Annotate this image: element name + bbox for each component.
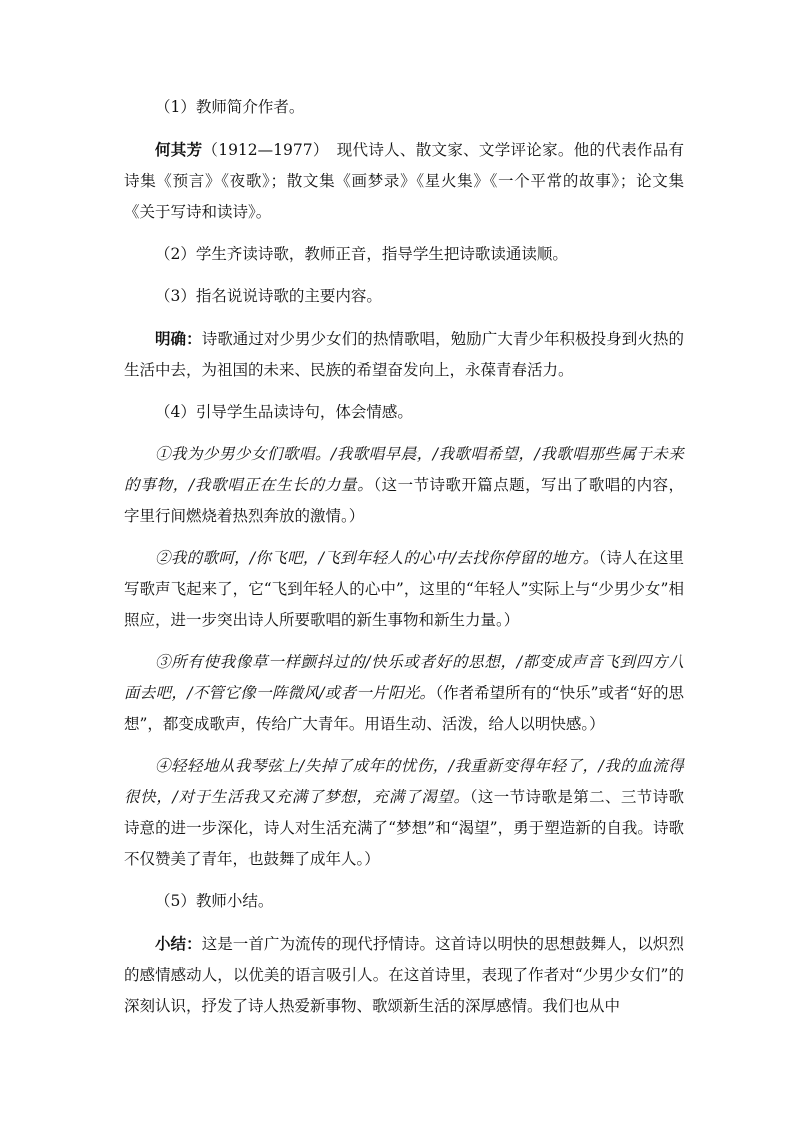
author-name: 何其芳 — [155, 140, 203, 159]
poem-stanza-2-note: （诗人在这里写歌声飞起来了，它“飞到年轻人的心中”，这里的“年轻人”实际上与“少男少女”相照应，进一步突出诗人所要歌唱的新生事物和新生力量。） — [124, 549, 684, 629]
summary-label: 小结： — [155, 934, 202, 953]
summary-text: 这是一首广为流传的现代抒情诗。这首诗以明快的思想鼓舞人，以炽烈的感情感动人，以优美的语言吸引人。在这首诗里，表现了作者对“少男少女们”的深刻认识，抒发了诗人热爱新事物、歌颂新生活的深厚感情。我们也从中 — [124, 935, 684, 1015]
step-5-teacher-summary: （5）教师小结。 — [155, 892, 274, 910]
step-1-intro-author: （1）教师简介作者。 — [155, 98, 305, 116]
clarification-text: 诗歌通过对少男少女们的热情歌唱，勉励广大青少年积极投身到火热的生活中去，为祖国的未来、民族的希望奋发向上，永葆青春活力。 — [124, 330, 684, 379]
step-4-appreciate-lines: （4）引导学生品读诗句，体会情感。 — [155, 403, 413, 421]
author-bio-text: （1912—1977） 现代诗人、散文家、文学评论家。他的代表作品有诗集《预言》《夜歌》；散文集《画梦录》《星火集》《一个平常的故事》；论文集《关于写诗和读诗》。 — [124, 141, 684, 221]
poem-stanza-2-text: ②我的歌呵，/你飞吧，/飞到年轻人的心中/去找你停留的地方。 — [155, 549, 599, 567]
step-3-main-content: （3）指名说说诗歌的主要内容。 — [155, 287, 382, 305]
summary — [124, 928, 684, 1022]
poem-stanza-4 — [124, 751, 684, 875]
author-bio — [124, 134, 684, 228]
poem-stanza-3-text: ③所有使我像草一样颤抖过的/快乐或者好的思想，/都变成声音飞到四方八面去吧，/不管它像一阵微风/或者一片阳光。 — [124, 653, 684, 702]
clarification-label: 明确： — [155, 329, 202, 348]
step-2-read-aloud: （2）学生齐读诗歌，教师正音，指导学生把诗歌读通读顺。 — [155, 245, 568, 263]
poem-stanza-2 — [124, 543, 684, 636]
poem-stanza-1 — [124, 439, 684, 532]
poem-stanza-1-text: ①我为少男少女们歌唱。/我歌唱早晨，/我歌唱希望，/我歌唱那些属于未来的事物，/我歌唱正在生长的力量。 — [124, 445, 684, 494]
clarification — [124, 323, 684, 386]
poem-stanza-4-note: （这一节诗歌是第二、三节诗歌诗意的进一步深化，诗人对生活充满了“梦想”和“渴望”，勇于塑造新的自我。诗歌不仅赞美了青年，也鼓舞了成年人。） — [124, 788, 684, 868]
poem-stanza-4-text: ④轻轻地从我琴弦上/失掉了成年的忧伤，/我重新变得年轻了，/我的血流得很快，/对于生活我又充满了梦想，充满了渴望。 — [124, 757, 684, 806]
poem-stanza-1-note: （这一节诗歌开篇点题，写出了歌唱的内容，字里行间燃烧着热烈奔放的激情。） — [124, 476, 684, 525]
poem-stanza-3 — [124, 647, 684, 740]
poem-stanza-3-note: （作者希望所有的“快乐”或者“好的思想”，都变成歌声，传给广大青年。用语生动、活泼，给人以明快感。） — [124, 684, 684, 733]
